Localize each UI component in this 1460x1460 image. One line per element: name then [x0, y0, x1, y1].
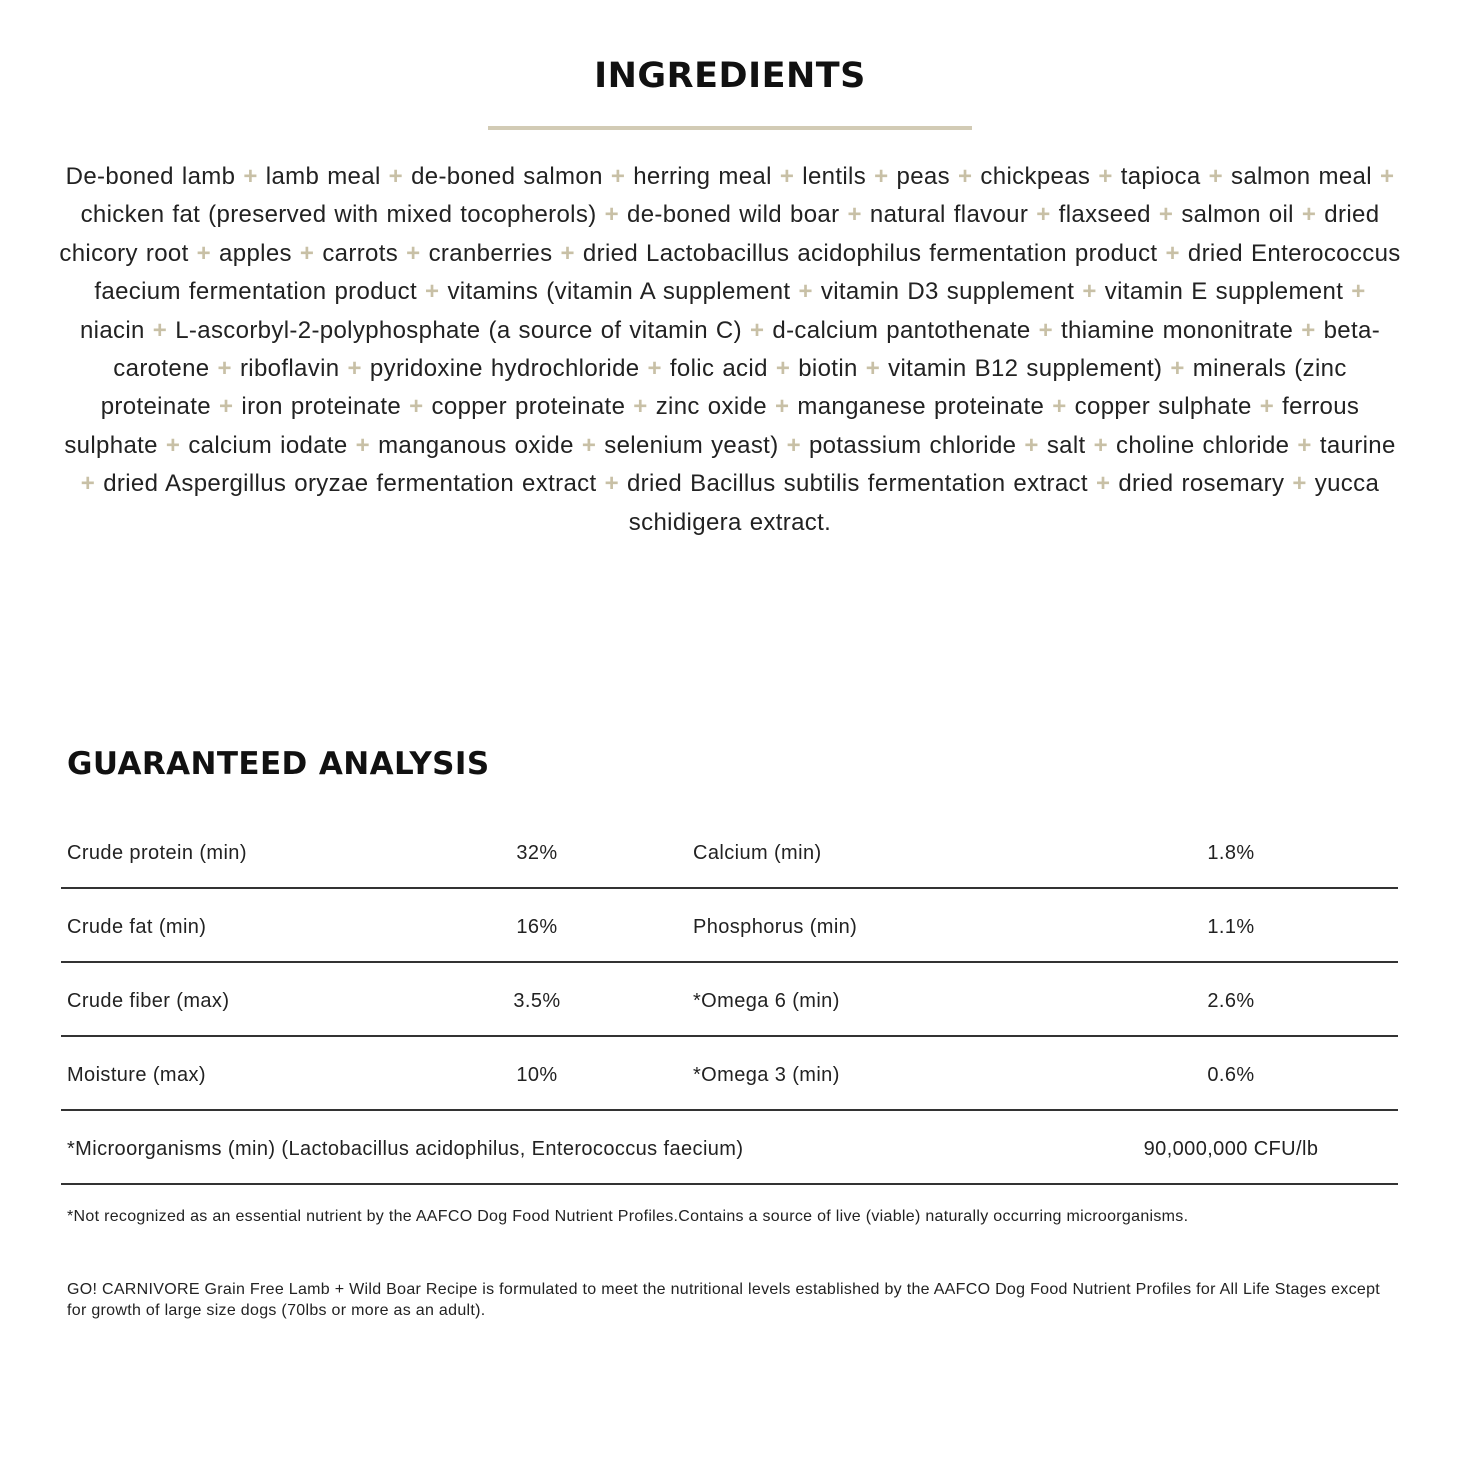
nutrient-label: *Microorganisms (min) (Lactobacillus acidophilus, Enterococcus faecium): [67, 1138, 744, 1160]
nutrient-value: 16%: [516, 916, 558, 938]
ingredient-item: iron proteinate: [241, 393, 402, 421]
nutrient-label: Phosphorus (min): [693, 916, 858, 938]
ingredient-item: natural flavour: [869, 201, 1029, 229]
plus-separator: +: [152, 316, 168, 344]
plus-separator: +: [1351, 278, 1366, 306]
plus-separator: +: [1095, 470, 1111, 498]
table-row: [61, 963, 1398, 1037]
plus-separator: +: [1259, 393, 1275, 421]
plus-separator: +: [847, 201, 862, 229]
plus-separator: +: [1165, 239, 1180, 267]
plus-separator: +: [1036, 201, 1051, 229]
plus-separator: +: [355, 431, 371, 459]
plus-separator: +: [958, 163, 973, 190]
ingredient-item: dried Lactobacillus acidophilus fermentation product: [582, 239, 1158, 267]
ingredient-item: taurine: [1319, 431, 1396, 459]
ingredient-item: copper proteinate: [431, 393, 626, 421]
ingredient-item: minerals (zinc proteinate: [100, 355, 1347, 421]
ingredient-item: yucca schidigera extract: [628, 470, 1380, 536]
plus-separator: +: [1292, 470, 1307, 498]
nutrient-value: 90,000,000 CFU/lb: [1143, 1138, 1319, 1160]
plus-separator: +: [749, 316, 765, 344]
table-row: [61, 1037, 1398, 1111]
ingredient-item: lentils: [802, 163, 867, 190]
nutrient-label: Moisture (max): [67, 1064, 206, 1086]
ingredient-item: beta-carotene: [113, 316, 1381, 383]
plus-separator: +: [243, 163, 258, 190]
ingredient-item: vitamin E supplement: [1104, 278, 1344, 306]
plus-separator: +: [1208, 163, 1223, 190]
table-row: [61, 815, 1398, 889]
ingredient-item: manganese proteinate: [797, 393, 1045, 421]
ingredient-item: dried Aspergillus oryzae fermentation extract: [103, 470, 597, 498]
ingredient-item: herring meal: [633, 163, 772, 190]
ingredients-list: [58, 158, 1402, 542]
ingredient-item: choline chloride: [1116, 431, 1290, 459]
analysis-footnote: *Not recognized as an essential nutrient by the AAFCO Dog Food Nutrient Profiles.Contains a source of live (viable) naturally occurring microorganisms.: [67, 1208, 1189, 1225]
plus-separator: +: [406, 239, 421, 267]
ingredient-item: cranberries: [428, 239, 553, 267]
plus-separator: +: [798, 278, 813, 306]
nutrient-label: *Omega 3 (min): [693, 1064, 840, 1086]
plus-separator: +: [610, 163, 626, 190]
ingredient-item: salmon meal: [1231, 163, 1372, 190]
ingredient-item: ferrous sulphate: [64, 393, 1360, 459]
plus-separator: +: [1038, 316, 1053, 344]
plus-separator: +: [80, 470, 96, 498]
nutrient-value: 1.8%: [1207, 842, 1255, 864]
plus-separator: +: [560, 239, 575, 267]
plus-separator: +: [347, 355, 362, 383]
ingredient-item: copper sulphate: [1074, 393, 1252, 421]
plus-separator: +: [388, 163, 404, 190]
aafco-statement: GO! CARNIVORE Grain Free Lamb + Wild Boar Recipe is formulated to meet the nutritional levels established by the AAFCO Dog Food Nutrient Profiles for All Life Stages except for growth of large size dogs (70lbs or more as an adult).: [67, 1281, 1381, 1319]
ingredients-divider: [488, 126, 972, 130]
nutrient-label: Calcium (min): [693, 842, 822, 864]
ingredient-item: salt: [1046, 431, 1086, 459]
ingredient-item: peas: [896, 163, 950, 190]
plus-separator: +: [1024, 431, 1039, 459]
ingredient-item: manganous oxide: [378, 431, 574, 459]
nutrient-value: 2.6%: [1207, 990, 1255, 1012]
nutrient-value: 1.1%: [1207, 916, 1255, 938]
ingredient-item: calcium iodate: [188, 431, 348, 459]
plus-separator: +: [633, 393, 648, 421]
nutrient-value: 32%: [516, 842, 558, 864]
list-end-period: .: [824, 508, 832, 536]
ingredient-item: folic acid: [669, 355, 768, 383]
ingredient-item: De-boned lamb: [65, 163, 236, 190]
ingredient-item: apples: [219, 239, 292, 267]
ingredient-item: biotin: [798, 355, 858, 383]
plus-separator: +: [774, 393, 790, 421]
analysis-table: [61, 815, 1398, 1185]
plus-separator: +: [647, 355, 662, 383]
analysis-title: GUARANTEED ANALYSIS: [67, 746, 490, 782]
plus-separator: +: [1052, 393, 1067, 421]
nutrient-value: 10%: [516, 1064, 558, 1086]
ingredient-item: lamb meal: [265, 163, 381, 190]
plus-separator: +: [299, 239, 315, 267]
plus-separator: +: [1082, 278, 1097, 306]
ingredient-item: chicken fat (preserved with mixed tocopherols): [80, 201, 597, 229]
ingredient-item: dried rosemary: [1118, 470, 1285, 498]
plus-separator: +: [1301, 201, 1317, 229]
nutrient-label: *Omega 6 (min): [693, 990, 840, 1012]
ingredient-item: tapioca: [1120, 163, 1201, 190]
plus-separator: +: [779, 163, 795, 190]
plus-separator: +: [217, 355, 232, 383]
plus-separator: +: [165, 431, 181, 459]
nutrient-value: 0.6%: [1207, 1064, 1255, 1086]
plus-separator: +: [409, 393, 424, 421]
ingredient-item: de-boned wild boar: [627, 201, 840, 229]
ingredient-item: zinc oxide: [655, 393, 767, 421]
ingredient-item: potassium chloride: [808, 431, 1017, 459]
nutrient-label: Crude protein (min): [67, 842, 247, 864]
nutrient-label: Crude fat (min): [67, 916, 207, 938]
ingredient-item: vitamins (vitamin A supplement: [447, 278, 791, 306]
ingredient-item: dried Enterococcus faecium fermentation product: [94, 239, 1401, 306]
ingredient-item: vitamin D3 supplement: [820, 278, 1075, 306]
plus-separator: +: [1301, 316, 1316, 344]
ingredient-item: de-boned salmon: [411, 163, 603, 190]
ingredient-item: thiamine mononitrate: [1061, 316, 1294, 344]
ingredient-item: riboflavin: [239, 355, 340, 383]
plus-separator: +: [425, 278, 440, 306]
ingredient-item: L-ascorbyl-2-polyphosphate (a source of vitamin C): [175, 316, 742, 344]
ingredient-item: salmon oil: [1181, 201, 1294, 229]
table-row: [61, 1111, 1398, 1185]
ingredient-item: carrots: [322, 239, 399, 267]
table-row: [61, 889, 1398, 963]
ingredient-item: flaxseed: [1058, 201, 1151, 229]
ingredient-item: niacin: [79, 316, 145, 344]
nutrient-label: Crude fiber (max): [67, 990, 230, 1012]
ingredients-title: INGREDIENTS: [594, 56, 866, 96]
plus-separator: +: [874, 163, 889, 190]
plus-separator: +: [865, 355, 881, 383]
plus-separator: +: [604, 470, 619, 498]
ingredient-item: vitamin B12 supplement): [888, 355, 1163, 383]
plus-separator: +: [1098, 163, 1113, 190]
plus-separator: +: [1158, 201, 1174, 229]
ingredient-item: chickpeas: [980, 163, 1091, 190]
plus-separator: +: [1093, 431, 1108, 459]
plus-separator: +: [1379, 163, 1395, 190]
plus-separator: +: [196, 239, 212, 267]
ingredient-item: selenium yeast): [604, 431, 779, 459]
ingredient-item: dried chicory root: [59, 201, 1380, 267]
plus-separator: +: [786, 431, 801, 459]
plus-separator: +: [1170, 355, 1185, 383]
ingredient-item: d-calcium pantothenate: [772, 316, 1031, 344]
ingredient-item: pyridoxine hydrochloride: [369, 355, 640, 383]
plus-separator: +: [775, 355, 791, 383]
plus-separator: +: [1297, 431, 1312, 459]
ingredient-item: dried Bacillus subtilis fermentation extract: [626, 470, 1088, 498]
nutrient-value: 3.5%: [513, 990, 561, 1012]
plus-separator: +: [218, 393, 234, 421]
plus-separator: +: [604, 201, 619, 229]
plus-separator: +: [581, 431, 597, 459]
